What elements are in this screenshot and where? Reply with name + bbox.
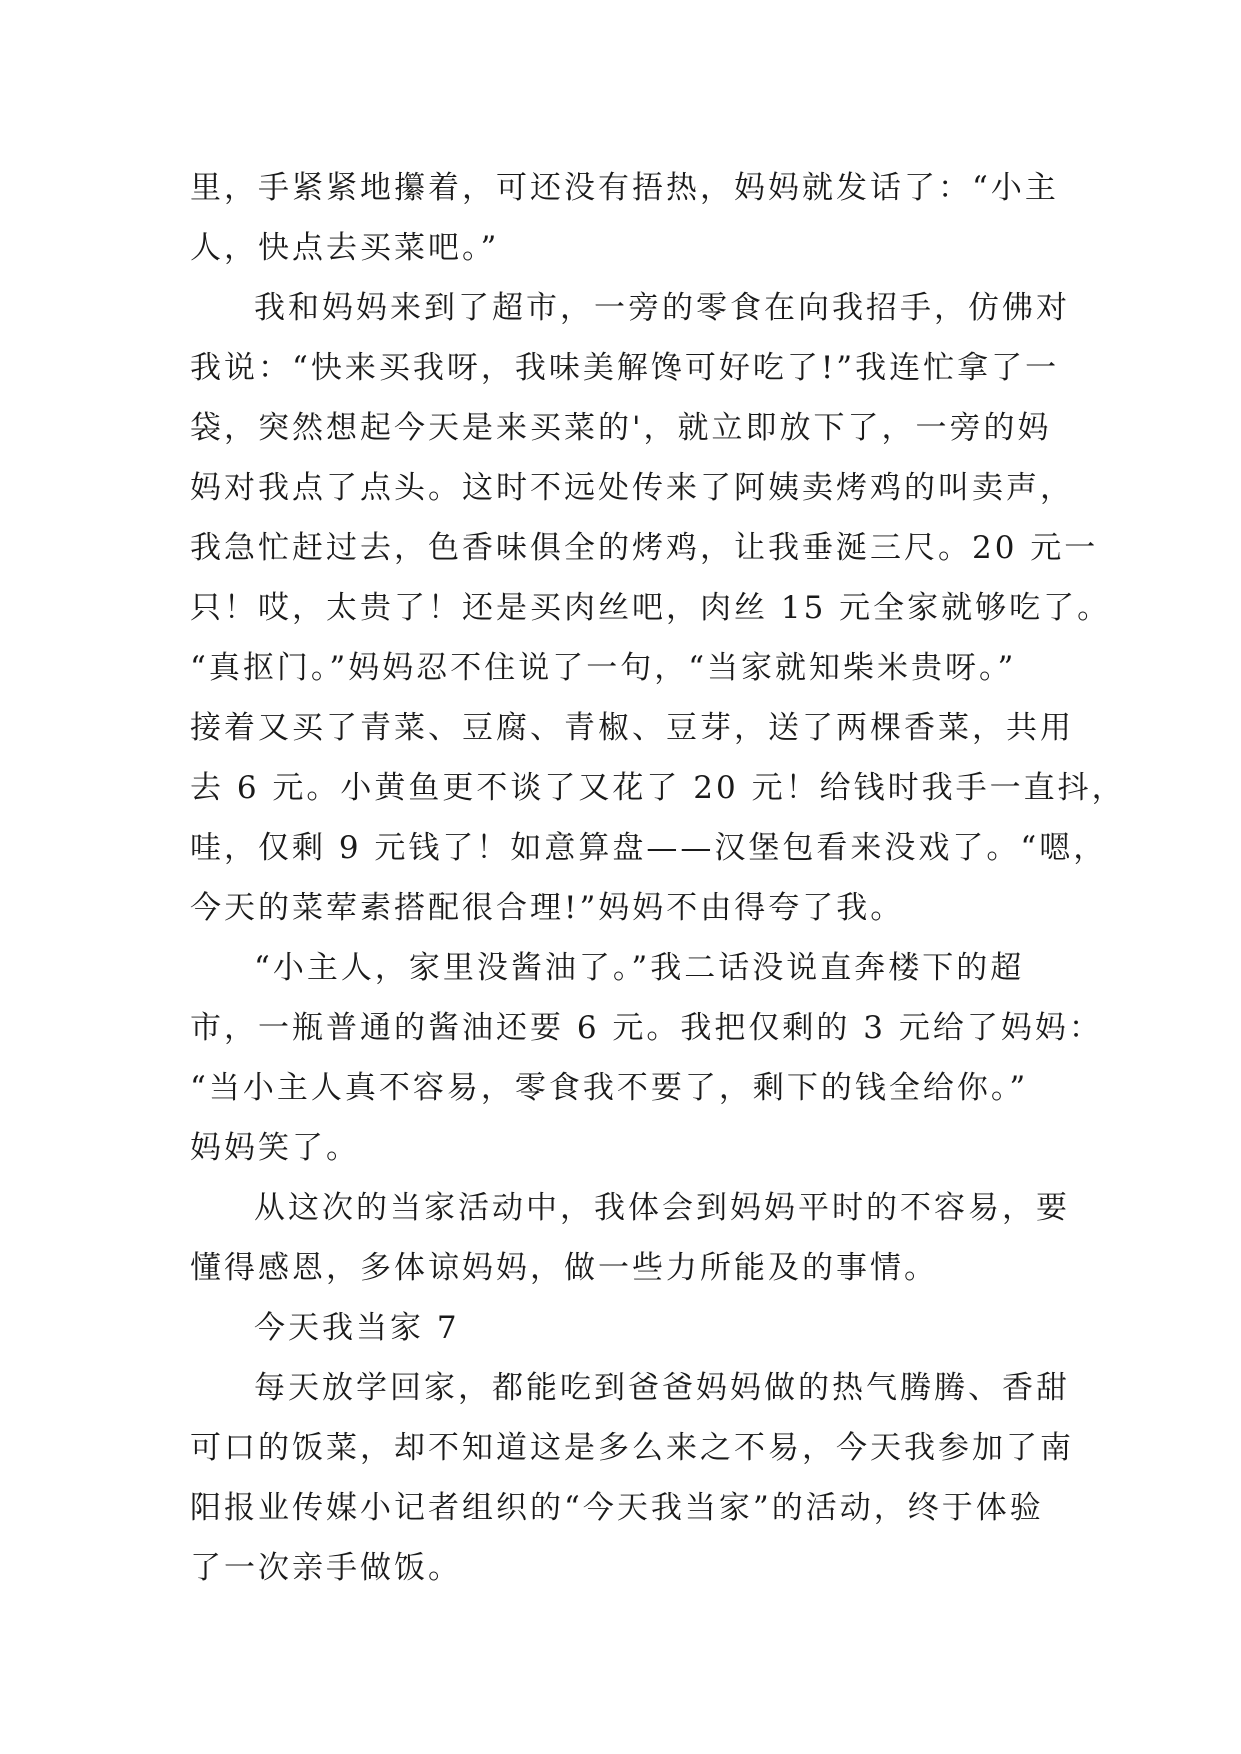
text-line: 袋，突然想起今天是来买菜的'，就立即放下了，一旁的妈: [190, 410, 1052, 446]
text-line: 市，一瓶普通的酱油还要 6 元。我把仅剩的 3 元给了妈妈：: [190, 1010, 1103, 1046]
text-line: 今天的菜荤素搭配很合理!”妈妈不由得夸了我。: [190, 890, 905, 926]
text-line: “小主人，家里没酱油了。”我二话没说直奔楼下的超: [254, 950, 1025, 986]
text-line: 可口的饭菜，却不知道这是多么来之不易，今天我参加了南: [190, 1430, 1074, 1466]
text-line: “真抠门。”妈妈忍不住说了一句，“当家就知柴米贵呀。”: [190, 650, 1017, 686]
text-line: 妈妈笑了。: [190, 1130, 360, 1166]
text-line: “当小主人真不容易，零食我不要了，剩下的钱全给你。”: [190, 1070, 1029, 1106]
text-line: 懂得感恩，多体谅妈妈，做一些力所能及的事情。: [190, 1250, 938, 1286]
text-line: 了一次亲手做饭。: [190, 1550, 462, 1586]
text-line: 里，手紧紧地攥着，可还没有捂热，妈妈就发话了：“小主: [190, 170, 1059, 206]
text-line: 我和妈妈来到了超市，一旁的零食在向我招手，仿佛对: [254, 290, 1070, 326]
document-body: [190, 158, 1126, 1598]
text-line: 只！哎，太贵了！还是买肉丝吧，肉丝 15 元全家就够吃了。: [190, 590, 1112, 626]
text-line: 人，快点去买菜吧。”: [190, 230, 500, 266]
text-line: 今天我当家 7: [254, 1310, 460, 1346]
text-line: 阳报业传媒小记者组织的“今天我当家”的活动，终于体验: [190, 1490, 1044, 1526]
text-line: 去 6 元。小黄鱼更不谈了又花了 20 元！给钱时我手一直抖，: [190, 770, 1126, 806]
text-line: 我说：“快来买我呀，我味美解馋可好吃了!”我连忙拿了一: [190, 350, 1060, 386]
text-line: 从这次的当家活动中，我体会到妈妈平时的不容易，要: [254, 1190, 1070, 1226]
text-line: 妈对我点了点头。这时不远处传来了阿姨卖烤鸡的叫卖声，: [190, 470, 1074, 506]
text-line: 哇，仅剩 9 元钱了！如意算盘——汉堡包看来没戏了。“嗯，: [190, 830, 1108, 866]
text-line: 我急忙赶过去，色香味俱全的烤鸡，让我垂涎三尺。20 元一: [190, 530, 1099, 566]
text-line: 每天放学回家，都能吃到爸爸妈妈做的热气腾腾、香甜: [254, 1370, 1070, 1406]
text-line: 接着又买了青菜、豆腐、青椒、豆芽，送了两棵香菜，共用: [190, 710, 1074, 746]
